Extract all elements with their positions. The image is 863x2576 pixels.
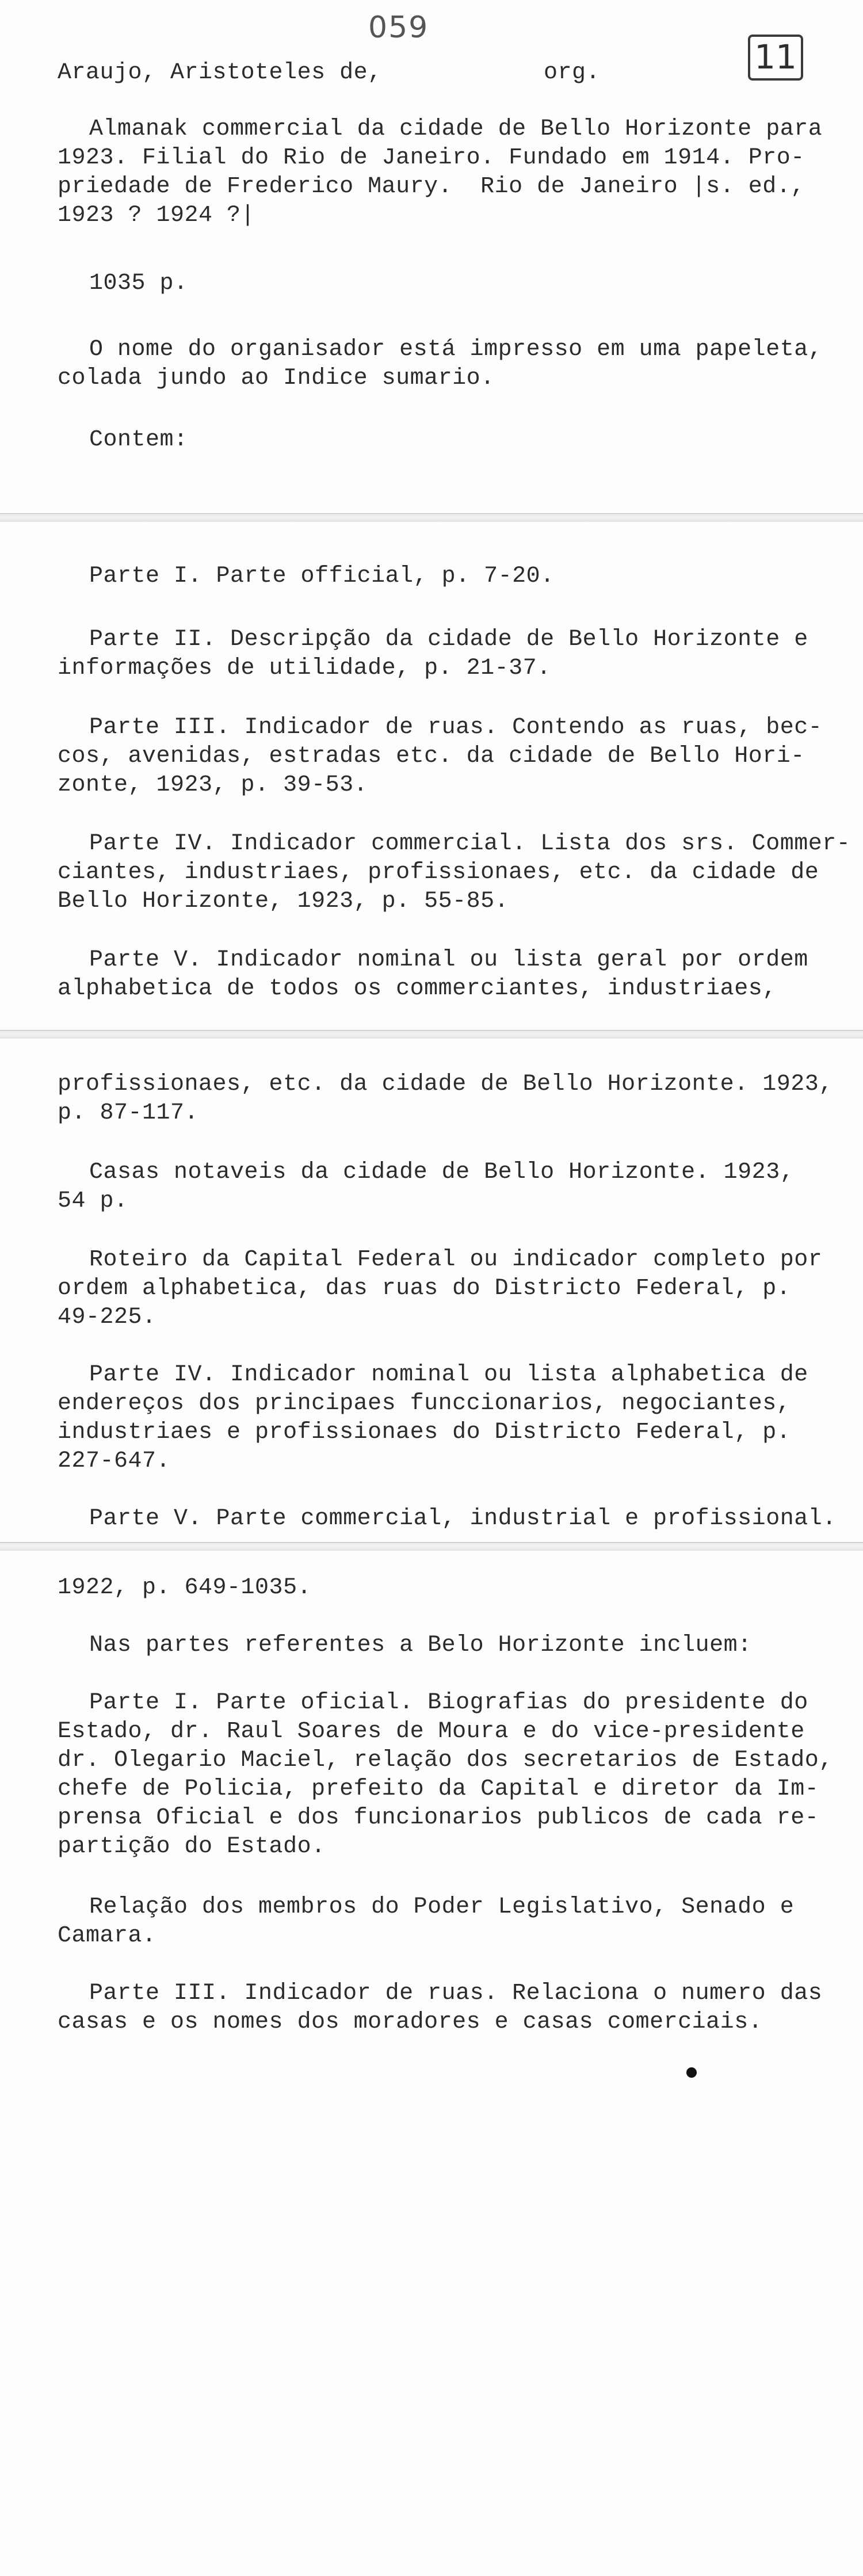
author-heading: Araujo, Aristoteles de, xyxy=(58,60,382,86)
contents-line: cos, avenidas, estradas etc. da cidade de Bello Hori- xyxy=(58,743,805,769)
contents-line: Bello Horizonte, 1923, p. 55-85. xyxy=(58,888,509,914)
contents-line: chefe de Policia, prefeito da Capital e diretor da Im- xyxy=(58,1776,819,1802)
contents-line: Estado, dr. Raul Soares de Moura e do vice-presidente xyxy=(58,1719,805,1745)
contents-line: Parte III. Indicador de ruas. Contendo as ruas, bec- xyxy=(89,715,823,741)
contents-line: prensa Oficial e dos funcionarios publicos de cada re- xyxy=(58,1805,819,1831)
punch-hole-mark xyxy=(686,2067,697,2078)
contents-line: Relação dos membros do Poder Legislativo, Senado e xyxy=(89,1894,795,1920)
contents-line: profissionaes, etc. da cidade de Bello Horizonte. 1923, xyxy=(58,1071,833,1097)
catalog-card-2 xyxy=(0,522,863,1030)
handwritten-number: 059 xyxy=(368,10,429,45)
contents-line: 54 p. xyxy=(58,1188,128,1214)
contents-heading: Contem: xyxy=(89,427,188,453)
contents-line: Parte I. Parte oficial. Biografias do presidente do xyxy=(89,1690,808,1716)
catalog-card-4 xyxy=(0,1551,863,2576)
contents-line: dr. Olegario Maciel, relação dos secretarios de Estado, xyxy=(58,1747,833,1773)
note-line: colada jundo ao Indice sumario. xyxy=(58,365,495,391)
title-line: 1923 ? 1924 ?| xyxy=(58,203,255,228)
card-separator xyxy=(0,1030,863,1039)
contents-line: endereços dos principaes funccionarios, negociantes, xyxy=(58,1391,791,1417)
contents-line: Parte III. Indicador de ruas. Relaciona o numero das xyxy=(89,1980,823,2006)
card-number-box: 11 xyxy=(748,35,803,81)
author-role: org. xyxy=(544,60,601,86)
contents-line: 1922, p. 649-1035. xyxy=(58,1575,312,1601)
title-line: priedade de Frederico Maury. Rio de Janeiro |s. ed., xyxy=(58,174,805,200)
contents-line: Parte V. Indicador nominal ou lista geral por ordem xyxy=(89,947,808,973)
contents-line: informações de utilidade, p. 21-37. xyxy=(58,655,551,681)
title-line: 1923. Filial do Rio de Janeiro. Fundado em 1914. Pro- xyxy=(58,145,805,171)
contents-line: Parte IV. Indicador nominal ou lista alphabetica de xyxy=(89,1362,808,1388)
contents-line: Parte IV. Indicador commercial. Lista dos srs. Commer- xyxy=(89,831,851,857)
contents-line: partição do Estado. xyxy=(58,1834,326,1860)
contents-line: Parte V. Parte commercial, industrial e profissional. xyxy=(89,1506,837,1532)
contents-line: Parte I. Parte official, p. 7-20. xyxy=(89,563,555,589)
contents-line: ciantes, industriaes, profissionaes, etc. da cidade de xyxy=(58,860,819,886)
catalog-card-3 xyxy=(0,1039,863,1545)
contents-line: Camara. xyxy=(58,1923,156,1949)
contents-line: 49-225. xyxy=(58,1304,156,1330)
contents-line: Nas partes referentes a Belo Horizonte incluem: xyxy=(89,1632,752,1658)
contents-line: casas e os nomes dos moradores e casas comerciais. xyxy=(58,2009,763,2035)
contents-line: zonte, 1923, p. 39-53. xyxy=(58,772,368,798)
contents-line: 227-647. xyxy=(58,1448,171,1474)
contents-line: p. 87-117. xyxy=(58,1100,199,1126)
contents-line: Parte II. Descripção da cidade de Bello Horizonte e xyxy=(89,627,808,652)
contents-line: Casas notaveis da cidade de Bello Horizonte. 1923, xyxy=(89,1159,795,1185)
card-separator xyxy=(0,513,863,522)
catalog-card-1 xyxy=(0,0,863,518)
contents-line: Roteiro da Capital Federal ou indicador completo por xyxy=(89,1247,823,1273)
title-line: Almanak commercial da cidade de Bello Horizonte para xyxy=(89,116,823,142)
contents-line: ordem alphabetica, das ruas do Districto Federal, p. xyxy=(58,1276,791,1302)
pagination: 1035 p. xyxy=(89,270,188,296)
contents-line: alphabetica de todos os commerciantes, industriaes, xyxy=(58,976,777,1002)
note-line: O nome do organisador está impresso em uma papeleta, xyxy=(89,337,823,362)
card-separator xyxy=(0,1542,863,1551)
contents-line: industriaes e profissionaes do Districto Federal, p. xyxy=(58,1419,791,1445)
